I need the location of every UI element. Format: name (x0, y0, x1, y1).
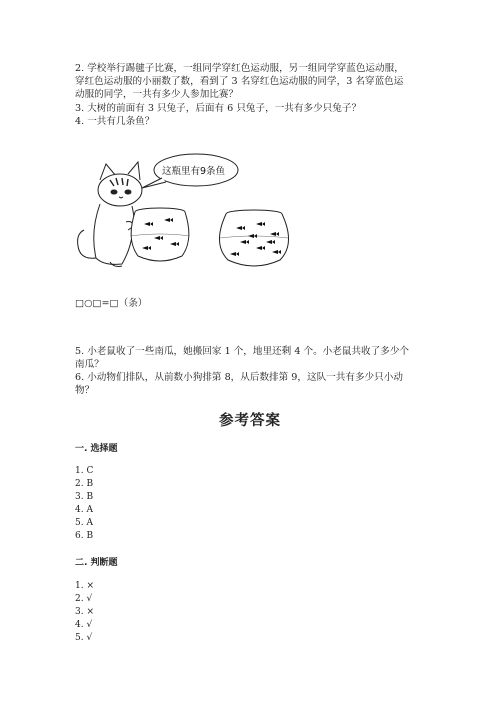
speech-bubble (142, 154, 238, 188)
q6-line2: 物？ (75, 385, 95, 396)
judge-answer: 1. × (75, 581, 94, 591)
q5-line1: 5. 小老鼠收了一些南瓜，她搬回家 1 个，地里还剩 4 个。小老鼠共收了多少个 (75, 346, 410, 357)
q6-line1: 6. 小动物们排队，从前数小狗排第 8，从后数排第 9，这队一共有多少只小动 (75, 372, 403, 383)
judge-answer: 4. √ (75, 620, 93, 630)
choice-answer: 3. B (75, 492, 94, 502)
right-fishbowl-icon (219, 210, 288, 266)
q2-line2: 穿红色运动服的小丽数了数，看到了 3 名穿红色运动服的同学，3 名穿蓝色运 (75, 76, 404, 87)
judge-answer: 2. √ (75, 594, 93, 604)
bubble-text: 这瓶里有9条鱼 (162, 166, 226, 177)
q4-text: 4. 一共有几条鱼？ (75, 116, 155, 127)
choice-answer: 6. B (75, 531, 94, 541)
section-choice-heading: 一. 选择题 (75, 444, 118, 454)
left-fishbowl-icon (130, 208, 190, 261)
answers-title: 参考答案 (219, 412, 281, 429)
cat-icon (78, 162, 142, 267)
choice-answer: 4. A (75, 505, 93, 515)
choice-answer: 2. B (75, 479, 94, 489)
judge-answer: 3. × (75, 607, 94, 617)
section-judge-heading: 二. 判断题 (75, 558, 118, 568)
choice-answer: 1. C (75, 466, 94, 476)
q5-line2: 南瓜？ (75, 359, 104, 370)
q2-line1: 2. 学校举行踢毽子比赛，一组同学穿红色运动服，另一组同学穿蓝色运动服， (75, 63, 404, 74)
q3-text: 3. 大树的前面有 3 只兔子，后面有 6 只兔子，一共有多少只兔子？ (75, 103, 362, 114)
judge-answer: 5. √ (75, 633, 93, 643)
q2-line3: 动服的同学，一共有多少人参加比赛？ (75, 89, 239, 100)
equation-blank: □○□=□（条） (75, 298, 148, 309)
cat-fishbowl-illustration (70, 140, 300, 280)
choice-answer: 5. A (75, 518, 93, 528)
